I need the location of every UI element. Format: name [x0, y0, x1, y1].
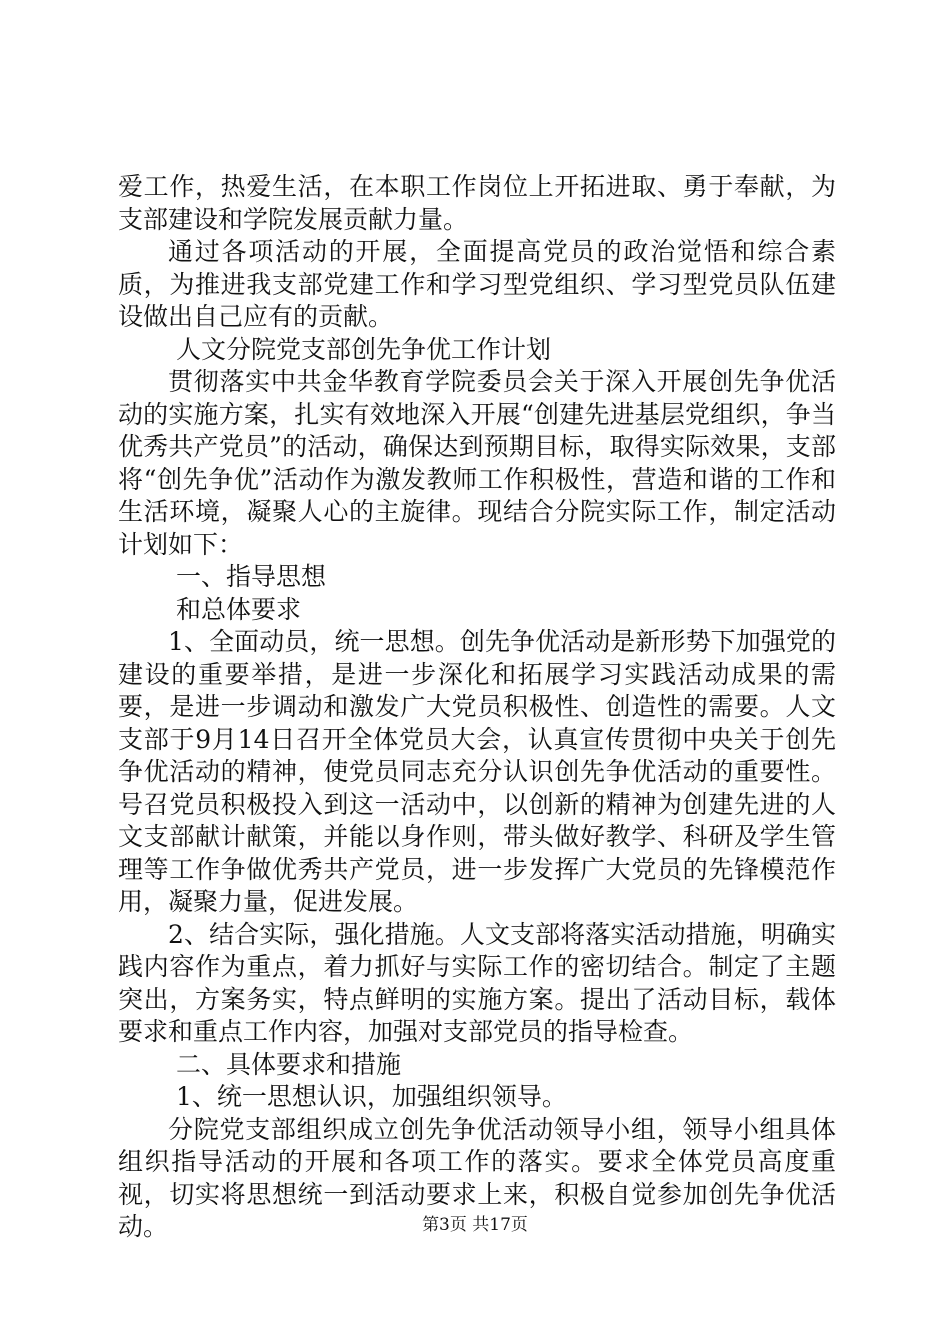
heading-overall-requirements: 和总体要求: [176, 594, 302, 624]
paragraph-activities-summary: 通过各项活动的开展，全面提高党员的政治觉悟和综合素质，为推进我支部党建工作和学习型党组织、学习型党员队伍建设做出自己应有的贡献。: [118, 237, 836, 331]
paragraph-item-1: 1、全面动员，统一思想。创先争优活动是新形势下加强党的建设的重要举措，是进一步深化和拓展学习实践活动成果的需要，是进一步调动和激发广大党员积极性、创造性的需要。人文支部于9月14日召开全体党员大会，认真宣传贯彻中央关于创先争优活动的精神，使党员同志充分认识创先争优活动的重要性。号召党员积极投入到这一活动中，以创新的精神为创建先进的人文支部献计献策，并能以身作则，带头做好教学、科研及学生管理等工作争做优秀共产党员，进一步发挥广大党员的先锋模范作用，凝聚力量，促进发展。: [118, 627, 836, 916]
subheading-unify-thinking: 1、统一思想认识，加强组织领导。: [176, 1082, 567, 1111]
document-body: [118, 171, 836, 1244]
section-title: 人文分院党支部创先争优工作计划: [176, 334, 552, 364]
page-footer: 第3页 共17页: [422, 1215, 528, 1235]
paragraph-leadership-group: 分院党支部组织成立创先争优活动领导小组，领导小组具体组织指导活动的开展和各项工作的落实。要求全体党员高度重视，切实将思想统一到活动要求上来，积极自觉参加创先争优活动。: [118, 1114, 836, 1241]
heading-specific-requirements: 二、具体要求和措施: [176, 1049, 402, 1079]
paragraph-item-2: 2、结合实际，强化措施。人文支部将落实活动措施，明确实践内容作为重点，着力抓好与实际工作的密切结合。制定了主题突出，方案务实，特点鲜明的实施方案。提出了活动目标，载体要求和重点工作内容，加强对支部党员的指导检查。: [118, 919, 836, 1046]
heading-guiding-ideology: 一、指导思想: [176, 562, 327, 591]
paragraph-intro: 贯彻落实中共金华教育学院委员会关于深入开展创先争优活动的实施方案，扎实有效地深入开展“创建先进基层党组织，争当优秀共产党员”的活动，确保达到预期目标，取得实际效果，支部将“创先争优”活动作为激发教师工作积极性，营造和谐的工作和生活环境，凝聚人心的主旋律。现结合分院实际工作，制定活动计划如下：: [118, 367, 836, 559]
paragraph-continuation: 爱工作，热爱生活，在本职工作岗位上开拓进取、勇于奉献，为支部建设和学院发展贡献力量。: [118, 172, 836, 234]
